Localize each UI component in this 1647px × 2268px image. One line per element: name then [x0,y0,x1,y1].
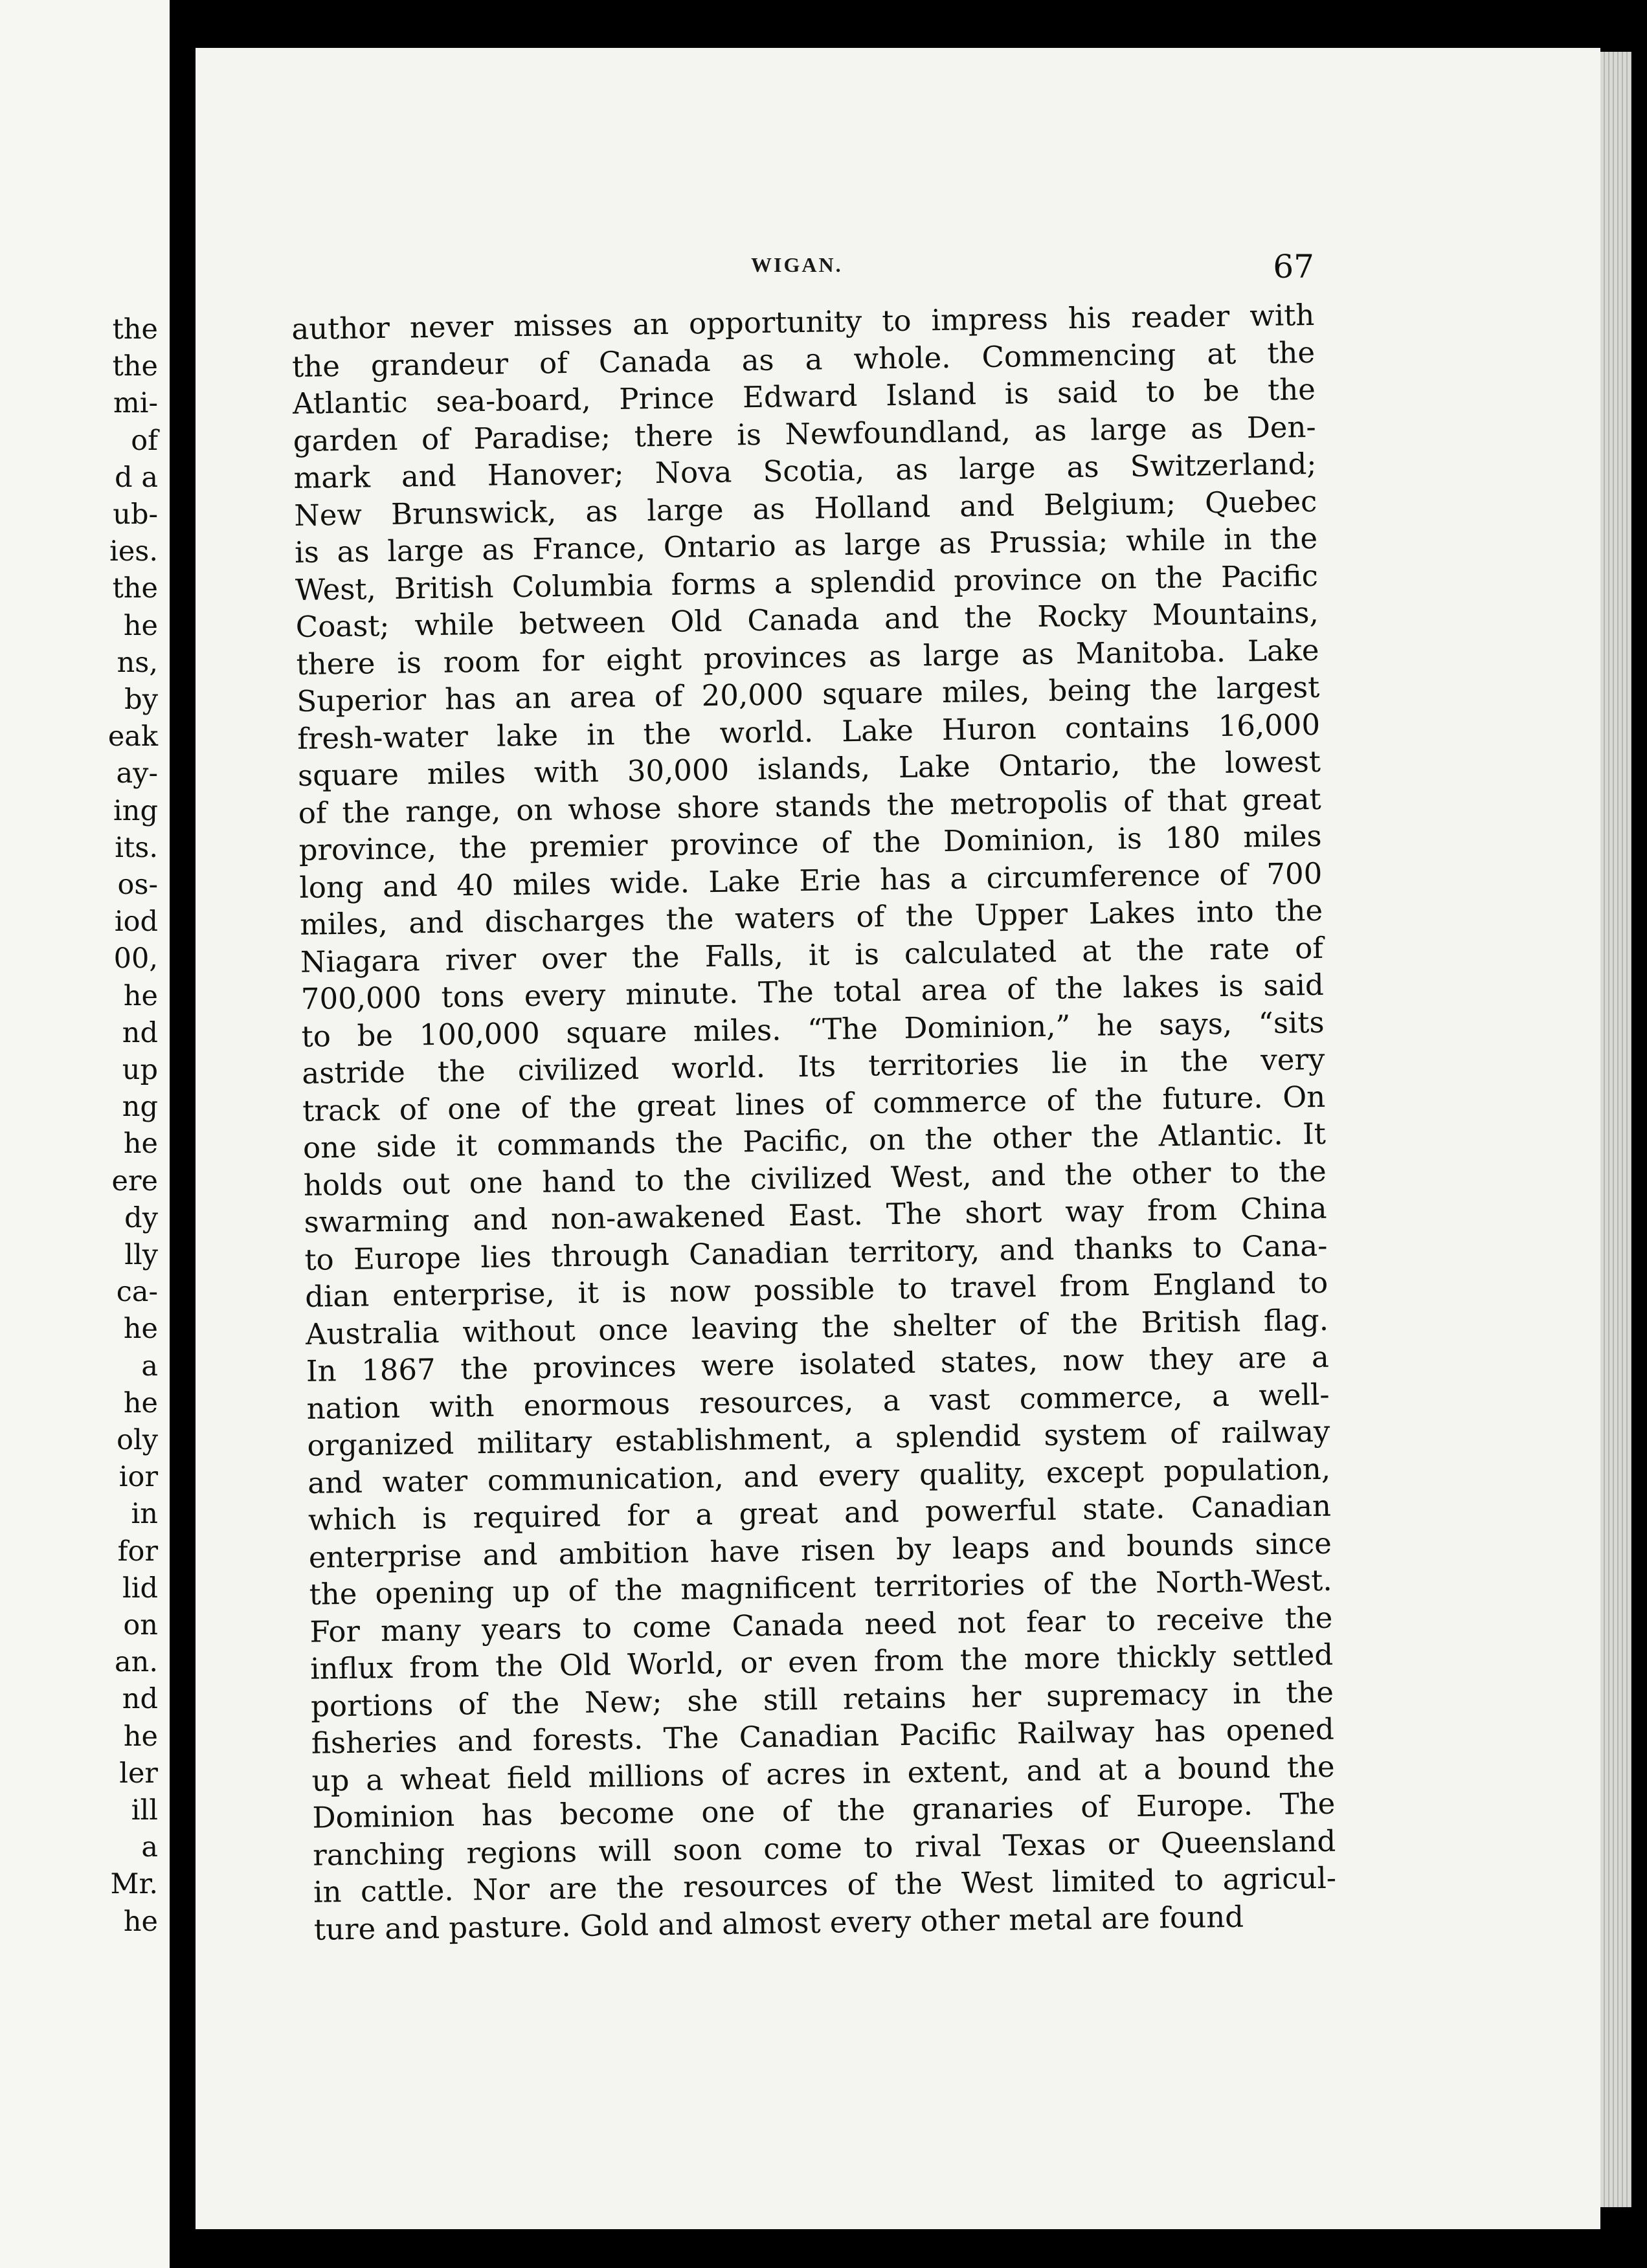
text-line: swarming and non-awakened East. The short way from China [304,1190,1327,1240]
left-page-fragment: ca- [116,1276,158,1309]
left-page-fragment: ere [111,1164,158,1197]
left-page-fragment: 00, [113,942,158,975]
left-page-fragment: he [123,609,158,642]
text-line: miles, and discharges the waters of the Upper Lakes into the [299,893,1323,942]
left-page-fragment: the [112,350,158,383]
text-line: track of one of the great lines of commerce of the future. On [302,1079,1326,1128]
left-page-fragment: ill [131,1794,158,1827]
left-page-fragment: for [117,1535,158,1568]
left-page-fragment: ng [122,1091,158,1124]
text-line: influx from the Old World, or even from the more thickly settled [309,1637,1334,1686]
left-page-fragment: its. [115,831,158,864]
body-text [291,296,1337,1948]
text-line: up a wheat field millions of acres in extent, and at a bound the [311,1749,1335,1798]
text-line: the opening up of the magnificent territories of the North-West. [309,1562,1332,1612]
left-page-fragment: he [123,1720,158,1753]
text-line: organized military establishment, a splendid system of railway [307,1414,1330,1463]
text-line: West, British Columbia forms a splendid province on the Pacific [295,558,1319,607]
text-line: of the range, on whose shore stands the metropolis of that great [298,781,1322,830]
text-line: ranching regions will soon come to rival Texas or Queensland [312,1823,1336,1873]
text-line: 700,000 tons every minute. The total area of the lakes is said [300,967,1325,1016]
left-page-fragment: on [123,1609,158,1641]
text-line: garden of Paradise; there is Newfoundland, as large as Den- [293,409,1317,458]
left-page-fragment: nd [122,1683,158,1716]
text-line: is as large as France, Ontario as large as Prussia; while in the [294,520,1318,570]
text-line: Australia without once leaving the shelter of the British flag. [305,1302,1329,1351]
text-line: in cattle. Nor are the resources of the West limited to agricul- [313,1860,1337,1909]
left-page-fragment: ub- [113,498,158,531]
text-line: dian enterprise, it is now possible to travel from England to [304,1265,1328,1314]
left-page-fragment: he [123,1905,158,1938]
text-line: one side it commands the Pacific, on the other the Atlantic. It [302,1116,1327,1165]
left-page-fragment: mi- [113,387,158,420]
left-page-fragment: he [123,1313,158,1346]
text-line: fresh-water lake in the world. Lake Huron contains 16,000 [297,707,1321,756]
left-page-fragment: he [123,979,158,1012]
left-page-fragment: a [141,1831,158,1864]
text-line: Atlantic sea-board, Prince Edward Island is said to be the [292,372,1316,421]
left-page-fragment: by [124,684,158,716]
text-line: to be 100,000 square miles. “The Dominion,” he says, “sits [301,1005,1325,1054]
left-page-fragment: d a [115,461,158,494]
page-number: 67 [1273,248,1314,285]
text-line: which is required for a great and powerful state. Canadian [308,1488,1332,1537]
text-line: province, the premier province of the Dominion, is 180 miles [298,818,1322,867]
text-line: New Brunswick, as large as Holland and Belgium; Quebec [294,484,1317,533]
left-page-fragment: of [131,424,158,457]
left-page-fragment: in [131,1498,158,1531]
text-line: mark and Hanover; Nova Scotia, as large as Switzerland; [293,446,1317,495]
text-line: astride the civilized world. Its territories lie in the very [302,1041,1325,1091]
text-line: and water communication, and every quality, except population, [307,1451,1331,1500]
text-line: to Europe lies through Canadian territory, and thanks to Cana- [304,1228,1328,1277]
running-head: WIGAN. [751,253,843,276]
page-edge [1600,52,1631,2207]
text-line: enterprise and ambition have risen by leaps and bounds since [308,1526,1332,1575]
left-page-fragment: nd [122,1016,158,1049]
left-page-fragment: dy [124,1201,158,1234]
text-line: fisheries and forests. The Canadian Pacific Railway has opened [311,1711,1335,1761]
text-line: In 1867 the provinces were isolated states, now they are a [306,1339,1330,1388]
left-page-fragment: eak [107,720,158,753]
left-page [0,0,170,2268]
text-line: there is room for eight provinces as large as Manitoba. Lake [296,632,1319,682]
text-line: long and 40 miles wide. Lake Erie has a circumference of 700 [299,856,1323,905]
text-line: the grandeur of Canada as a whole. Commencing at the [291,335,1316,384]
text-line: square miles with 30,000 islands, Lake Ontario, the lowest [297,744,1321,793]
left-page-fragment: ies. [109,535,158,568]
left-page-fragment: ing [113,794,158,827]
text-line: ture and pasture. Gold and almost every other metal are found [313,1899,1244,1947]
left-page-fragment: lly [124,1239,158,1271]
left-page-fragment: up [122,1054,158,1086]
text-line: portions of the New; she still retains her supremacy in the [310,1674,1334,1724]
text-line: Dominion has become one of the granaries of Europe. The [312,1786,1336,1835]
left-page-fragment: he [123,1128,158,1161]
left-page-fragment: ns, [117,646,158,679]
left-page-fragment: ay- [116,757,158,790]
left-page-fragment: the [112,313,158,346]
text-line: Superior has an area of 20,000 square miles, being the largest [297,669,1320,718]
text-line: Coast; while between Old Canada and the Rocky Mountains, [295,595,1319,644]
page-header [304,249,1314,295]
left-page-fragment: an. [115,1646,158,1679]
left-page-fragment: os- [117,869,158,901]
left-page-fragment: iod [114,906,158,939]
left-page-fragment: he [123,1386,158,1419]
text-line: Niagara river over the Falls, it is calculated at the rate of [300,930,1324,979]
left-page-fragment: ler [119,1757,158,1790]
left-page-fragment: a [141,1350,158,1383]
left-page-fragment: the [112,572,158,605]
text-line: author never misses an opportunity to impress his reader with [291,297,1315,346]
text-line: holds out one hand to the civilized West, and the other to the [303,1153,1327,1203]
left-page-fragment: ior [118,1461,158,1494]
left-page-fragment: lid [122,1572,158,1605]
text-line: nation with enormous resources, a vast commerce, a well- [306,1377,1330,1426]
text-line: For many years to come Canada need not fear to receive the [309,1600,1333,1649]
book-gutter [170,0,196,2268]
left-page-fragment: oly [117,1424,158,1456]
left-page-fragment: Mr. [110,1868,158,1901]
